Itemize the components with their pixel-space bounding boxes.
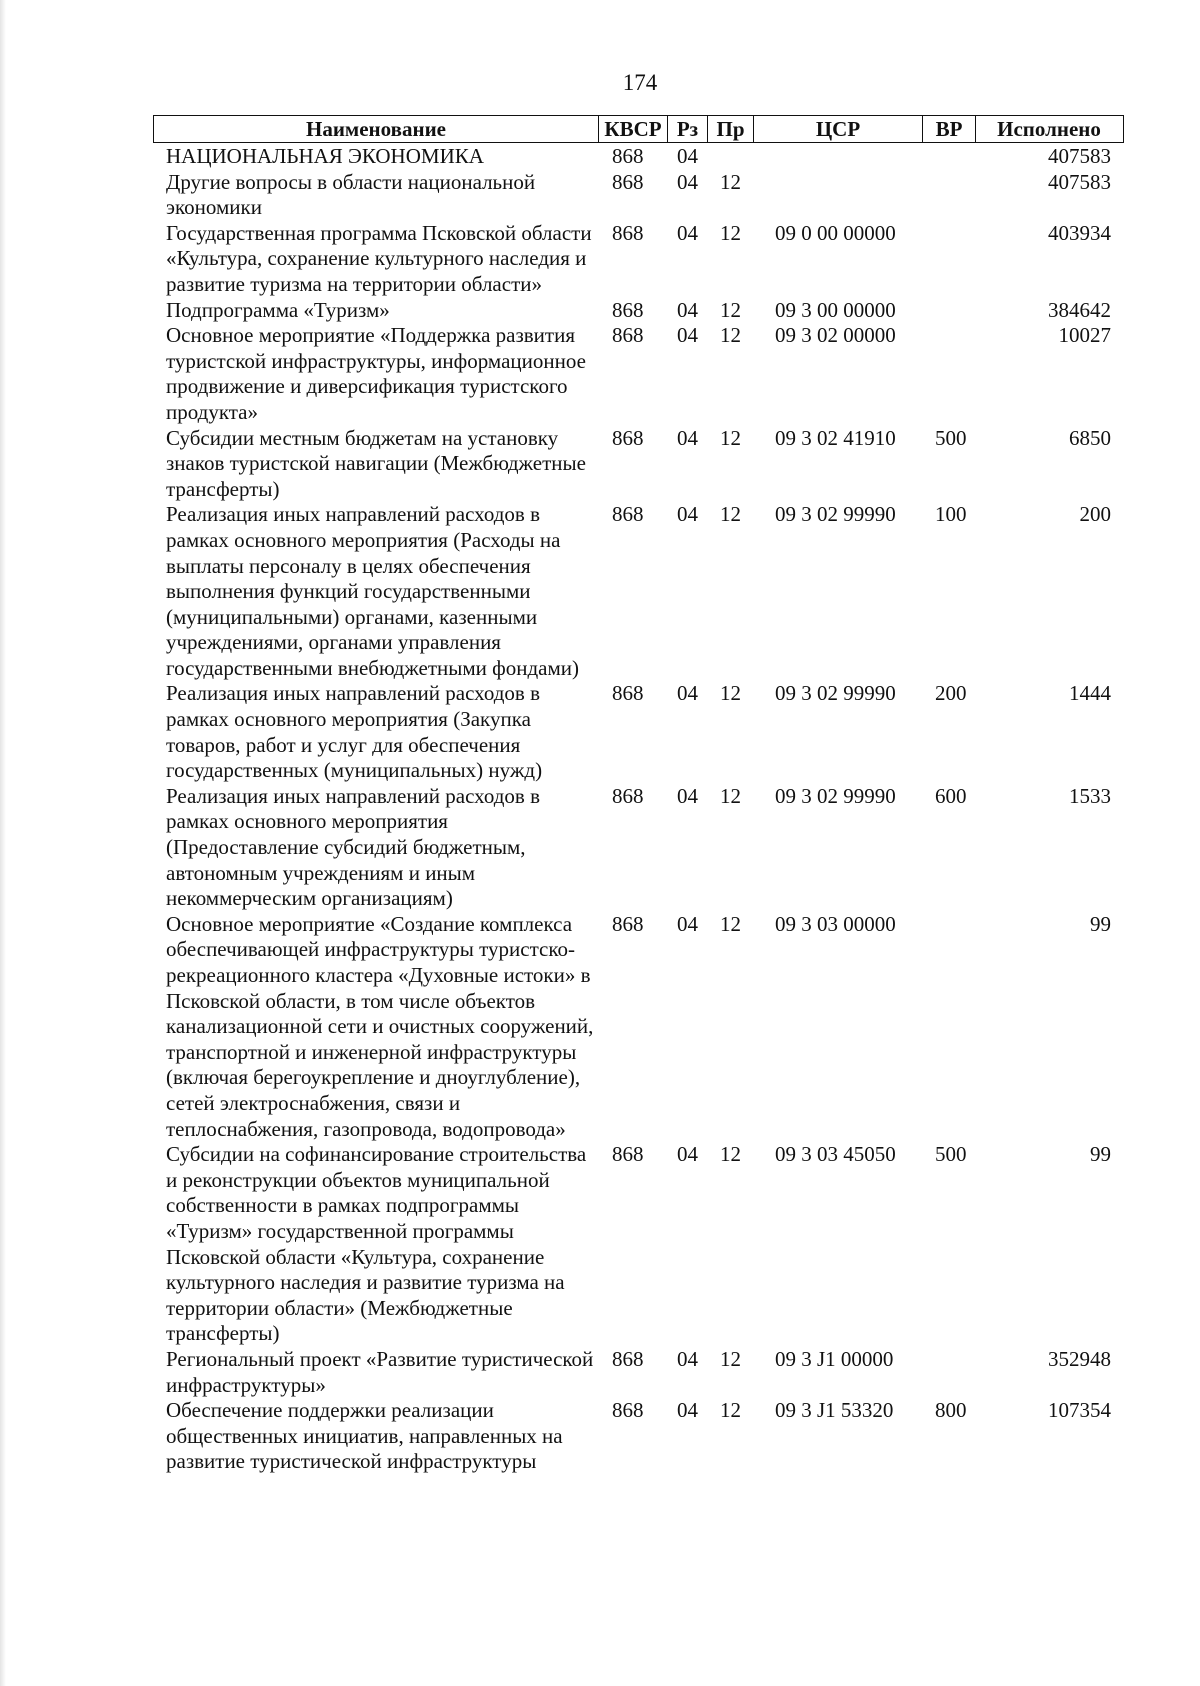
row-kvsr: 868 xyxy=(612,911,644,936)
row-csr: 09 3 02 99990 xyxy=(775,783,896,808)
row-rz: 04 xyxy=(677,220,698,245)
row-name: Государственная программа Псковской области «Культура, сохранение культурного наследия и развитие туризма на территории области» xyxy=(166,220,592,296)
row-csr: 09 3 02 99990 xyxy=(775,681,896,706)
table-row xyxy=(0,298,1200,324)
row-name: Региональный проект «Развитие туристической инфраструктуры» xyxy=(166,1346,594,1397)
table-row xyxy=(0,323,1200,425)
table-row xyxy=(0,1347,1200,1398)
table-row xyxy=(0,502,1200,681)
row-ispolneno: 1533 xyxy=(1069,783,1111,808)
row-pr: 12 xyxy=(720,1398,741,1423)
row-ispolneno: 107354 xyxy=(1048,1398,1111,1423)
row-vr: 200 xyxy=(935,681,967,706)
header-naimenovanie: Наименование xyxy=(154,116,599,142)
row-ispolneno: 99 xyxy=(1090,911,1111,936)
row-name: НАЦИОНАЛЬНАЯ ЭКОНОМИКА xyxy=(166,144,484,168)
row-rz: 04 xyxy=(677,1398,698,1423)
header-vr: ВР xyxy=(923,116,976,142)
row-ispolneno: 10027 xyxy=(1058,323,1111,348)
row-name: Другие вопросы в области национальной экономики xyxy=(166,169,536,220)
row-rz: 04 xyxy=(677,681,698,706)
row-name: Субсидии местным бюджетам на установку знаков туристской навигации (Межбюджетные трансферты) xyxy=(166,425,586,501)
row-kvsr: 868 xyxy=(612,681,644,706)
row-csr: 09 3 03 45050 xyxy=(775,1142,896,1167)
row-kvsr: 868 xyxy=(612,297,644,322)
table-row xyxy=(0,426,1200,503)
row-csr: 09 3 00 00000 xyxy=(775,297,896,322)
page-number: 174 xyxy=(622,70,658,95)
row-ispolneno: 407583 xyxy=(1048,144,1111,168)
row-name: Субсидии на софинансирование строительства и реконструкции объектов муниципальной собственности в рамках подпрограммы «Туризм» государственной программы Псковской области «Культура, сохранение культурного наследия и развитие туризма на территории области» (Межбюджетные трансферты) xyxy=(166,1142,587,1346)
row-kvsr: 868 xyxy=(612,425,644,450)
row-ispolneno: 6850 xyxy=(1069,425,1111,450)
row-ispolneno: 407583 xyxy=(1048,169,1111,194)
row-pr: 12 xyxy=(720,297,741,322)
row-csr: 09 3 03 00000 xyxy=(775,911,896,936)
table-row xyxy=(0,144,1200,170)
header-kvsr: КВСР xyxy=(599,116,668,142)
row-rz: 04 xyxy=(677,1346,698,1371)
table-row xyxy=(0,170,1200,221)
row-pr: 12 xyxy=(720,681,741,706)
row-rz: 04 xyxy=(677,323,698,348)
row-csr: 09 3 J1 00000 xyxy=(775,1346,894,1371)
row-name: Реализация иных направлений расходов в рамках основного мероприятия (Расходы на выплаты персоналу в целях обеспечения выполнения функций государственными (муниципальными) органами, казенными учреждениями, органами управления государственными внебюджетными фондами) xyxy=(166,502,580,680)
row-pr: 12 xyxy=(720,783,741,808)
header-pr: Пр xyxy=(708,116,754,142)
row-csr: 09 3 02 41910 xyxy=(775,425,896,450)
table-row xyxy=(0,681,1200,783)
row-kvsr: 868 xyxy=(612,169,644,194)
row-kvsr: 868 xyxy=(612,783,644,808)
row-ispolneno: 200 xyxy=(1079,502,1111,527)
row-ispolneno: 384642 xyxy=(1048,297,1111,322)
row-rz: 04 xyxy=(677,502,698,527)
row-pr: 12 xyxy=(720,1346,741,1371)
row-rz: 04 xyxy=(677,169,698,194)
table-body xyxy=(0,144,1200,1475)
row-name: Основное мероприятие «Создание комплекса обеспечивающей инфраструктуры туристско-рекреационного кластера «Духовные истоки» в Псковской области, в том числе объектов канализационной сети и очистных сооружений, транспортной и инженерной инфраструктуры (включая берегоукрепление и дноуглубление), сетей электроснабжения, связи и теплоснабжения, газопровода, водопровода» xyxy=(166,911,594,1141)
row-name: Обеспечение поддержки реализации общественных инициатив, направленных на развитие туристической инфраструктуры xyxy=(166,1398,563,1474)
row-kvsr: 868 xyxy=(612,502,644,527)
table-header xyxy=(153,115,1124,143)
row-pr: 12 xyxy=(720,502,741,527)
row-vr: 800 xyxy=(935,1398,967,1423)
row-rz: 04 xyxy=(677,911,698,936)
row-ispolneno: 352948 xyxy=(1048,1346,1111,1371)
table-row xyxy=(0,1398,1200,1475)
row-ispolneno: 403934 xyxy=(1048,220,1111,245)
row-rz: 04 xyxy=(677,297,698,322)
row-name: Подпрограмма «Туризм» xyxy=(166,297,390,322)
header-rz: Рз xyxy=(668,116,708,142)
row-rz: 04 xyxy=(677,144,698,168)
row-rz: 04 xyxy=(677,783,698,808)
header-ispolneno: Исполнено xyxy=(997,117,1101,141)
row-pr: 12 xyxy=(720,911,741,936)
table-row xyxy=(0,221,1200,298)
row-kvsr: 868 xyxy=(612,323,644,348)
row-pr: 12 xyxy=(720,169,741,194)
row-vr: 500 xyxy=(935,425,967,450)
row-name: Реализация иных направлений расходов в рамках основного мероприятия (Предоставление субсидий бюджетным, автономным учреждениям и иным некоммерческим организациям) xyxy=(166,783,541,911)
row-ispolneno: 99 xyxy=(1090,1142,1111,1167)
row-name: Реализация иных направлений расходов в рамках основного мероприятия (Закупка товаров, работ и услуг для обеспечения государственных (муниципальных) нужд) xyxy=(166,681,543,783)
row-csr: 09 0 00 00000 xyxy=(775,220,896,245)
header-csr: ЦСР xyxy=(754,116,923,142)
row-pr: 12 xyxy=(720,425,741,450)
table-row xyxy=(0,912,1200,1142)
row-kvsr: 868 xyxy=(612,144,644,168)
row-csr: 09 3 02 00000 xyxy=(775,323,896,348)
row-vr: 500 xyxy=(935,1142,967,1167)
row-kvsr: 868 xyxy=(612,220,644,245)
row-vr: 600 xyxy=(935,783,967,808)
row-csr: 09 3 J1 53320 xyxy=(775,1398,894,1423)
table-row xyxy=(0,784,1200,912)
row-kvsr: 868 xyxy=(612,1398,644,1423)
row-rz: 04 xyxy=(677,425,698,450)
row-kvsr: 868 xyxy=(612,1142,644,1167)
row-vr: 100 xyxy=(935,502,967,527)
row-pr: 12 xyxy=(720,1142,741,1167)
row-rz: 04 xyxy=(677,1142,698,1167)
row-pr: 12 xyxy=(720,220,741,245)
table-row xyxy=(0,1142,1200,1347)
row-ispolneno: 1444 xyxy=(1069,681,1111,706)
row-name: Основное мероприятие «Поддержка развития туристской инфраструктуры, информационное продвижение и диверсификация туристского продукта» xyxy=(166,323,586,424)
row-pr: 12 xyxy=(720,323,741,348)
row-csr: 09 3 02 99990 xyxy=(775,502,896,527)
row-kvsr: 868 xyxy=(612,1346,644,1371)
